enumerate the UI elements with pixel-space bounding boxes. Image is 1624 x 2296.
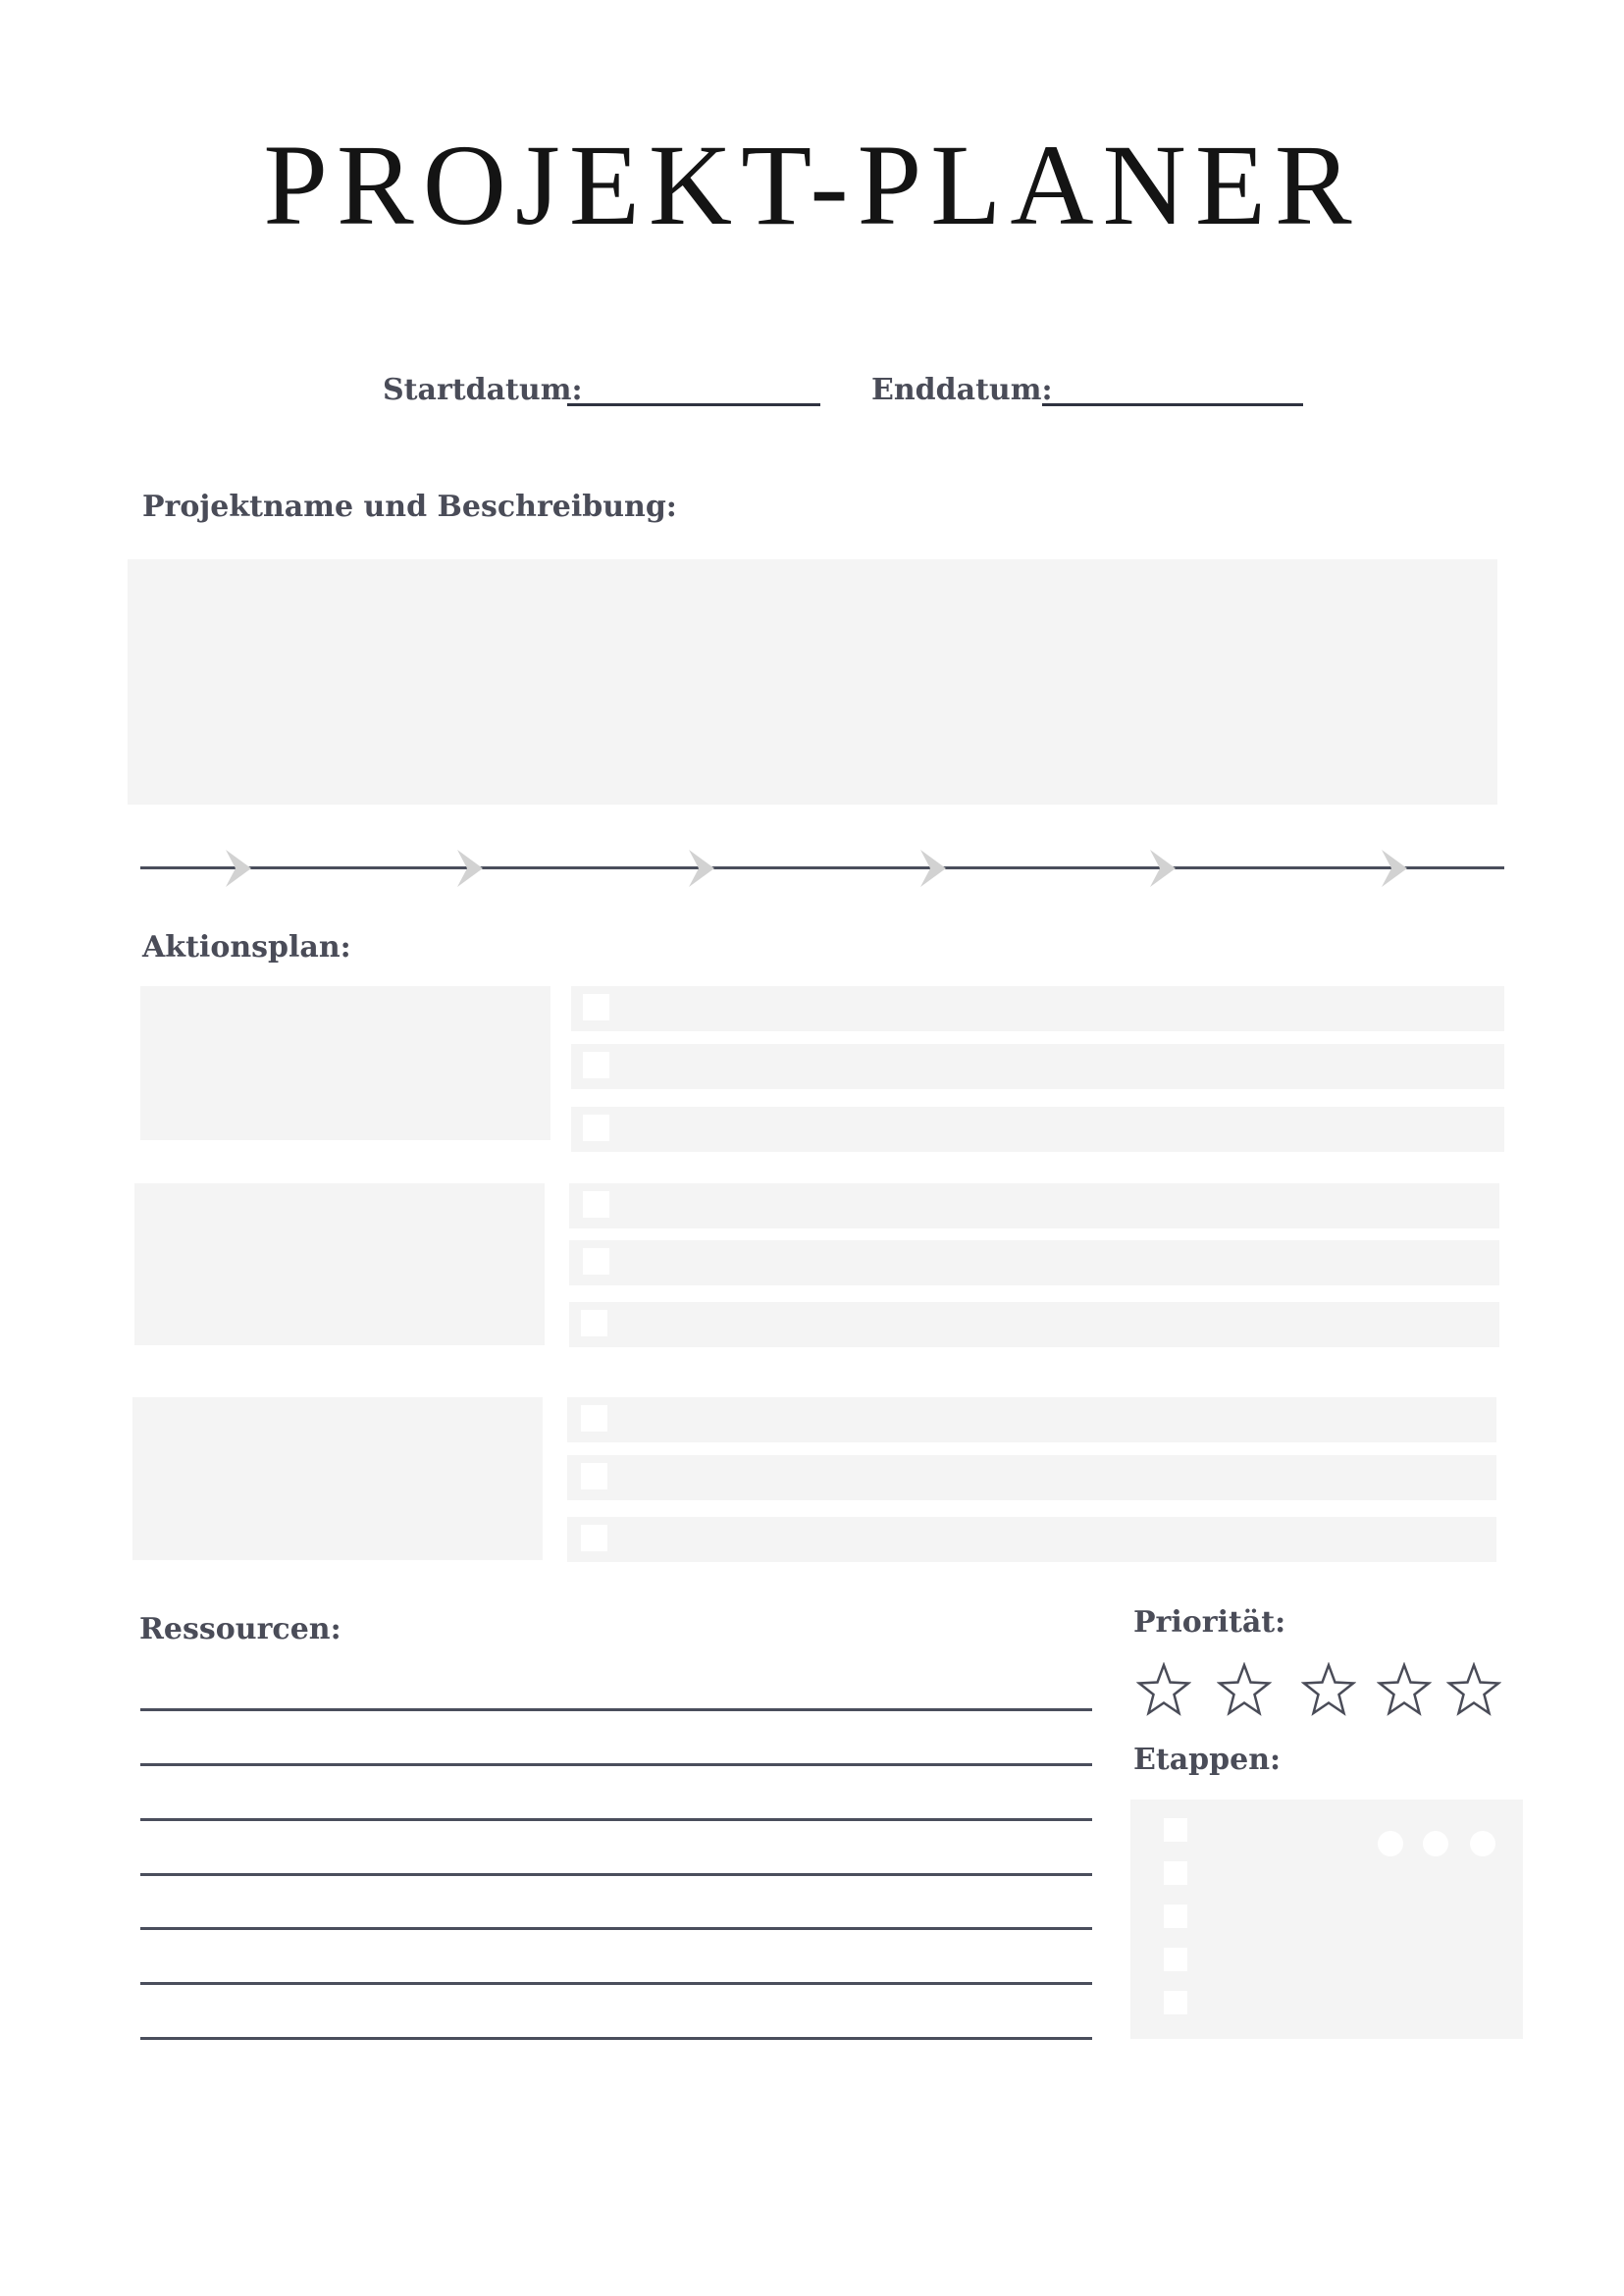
milestone-checkbox[interactable] [1164,1905,1187,1928]
dot-icon [1470,1831,1495,1856]
task-row[interactable] [571,1044,1504,1089]
timeline-line [140,866,1504,869]
action-group-box[interactable] [132,1397,543,1560]
resource-line[interactable] [140,1763,1092,1766]
task-row[interactable] [569,1183,1499,1228]
resource-line[interactable] [140,1873,1092,1876]
description-label: Projektname und Beschreibung: [142,490,677,524]
task-checkbox[interactable] [581,1405,607,1432]
milestones-box[interactable] [1130,1800,1523,2039]
resource-line[interactable] [140,1927,1092,1930]
action-plan-label: Aktionsplan: [142,930,351,965]
dot-icon [1423,1831,1448,1856]
chevron-right-icon [1380,848,1409,889]
star-outline-icon[interactable] [1446,1662,1501,1717]
chevron-right-icon [224,848,253,889]
start-date-label: Startdatum: [383,373,583,407]
resources-label: Ressourcen: [139,1612,341,1646]
priority-label: Priorität: [1133,1605,1286,1640]
star-outline-icon[interactable] [1301,1662,1356,1717]
milestone-checkbox[interactable] [1164,1991,1187,2014]
milestone-checkbox[interactable] [1164,1861,1187,1885]
task-checkbox[interactable] [583,994,609,1020]
task-row[interactable] [567,1455,1496,1500]
page-title: PROJEKT-PLANER [263,121,1361,249]
chevron-right-icon [918,848,948,889]
task-checkbox[interactable] [583,1115,609,1141]
task-checkbox[interactable] [581,1525,607,1551]
task-row[interactable] [569,1240,1499,1285]
resource-line[interactable] [140,1818,1092,1821]
task-checkbox[interactable] [581,1463,607,1489]
star-outline-icon[interactable] [1377,1662,1432,1717]
star-outline-icon[interactable] [1217,1662,1272,1717]
resource-line[interactable] [140,1982,1092,1985]
task-checkbox[interactable] [583,1191,609,1218]
task-checkbox[interactable] [583,1052,609,1078]
milestone-checkbox[interactable] [1164,1818,1187,1842]
task-row[interactable] [571,1107,1504,1152]
resource-line[interactable] [140,1708,1092,1711]
milestones-label: Etappen: [1133,1743,1282,1777]
action-group-box[interactable] [134,1183,545,1345]
task-row[interactable] [569,1302,1499,1347]
start-date-field[interactable] [567,403,820,406]
description-box[interactable] [128,559,1497,805]
task-checkbox[interactable] [583,1248,609,1275]
task-row[interactable] [571,986,1504,1031]
task-row[interactable] [567,1397,1496,1442]
dot-icon [1378,1831,1403,1856]
task-row[interactable] [567,1517,1496,1562]
end-date-label: Enddatum: [871,373,1053,407]
task-checkbox[interactable] [581,1310,607,1336]
action-group-box[interactable] [140,986,550,1140]
chevron-right-icon [1148,848,1178,889]
star-outline-icon[interactable] [1136,1662,1191,1717]
chevron-right-icon [687,848,716,889]
end-date-field[interactable] [1042,403,1303,406]
milestone-checkbox[interactable] [1164,1948,1187,1971]
chevron-right-icon [455,848,485,889]
resource-line[interactable] [140,2037,1092,2040]
